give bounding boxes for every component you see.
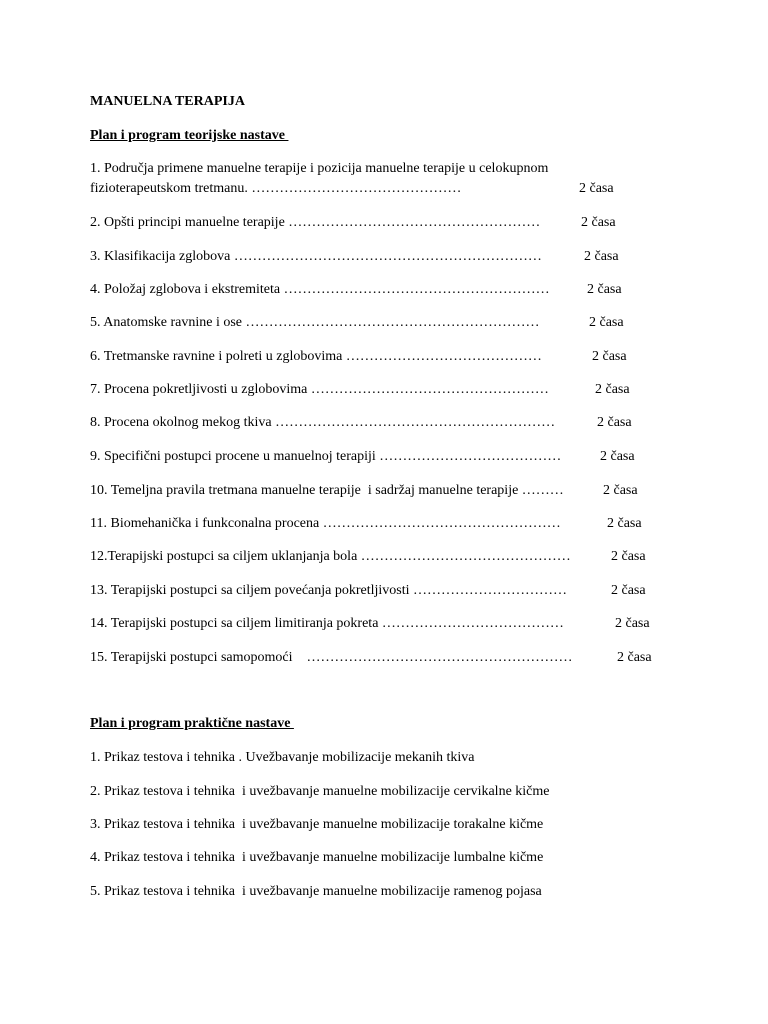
theory-item-15-hours: 2 časa xyxy=(617,650,652,665)
theory-item-9: 9. Specifični postupci procene u manuelnoj terapiji ………………………………… xyxy=(90,449,562,464)
document-title: MANUELNA TERAPIJA xyxy=(90,94,245,109)
theory-heading: Plan i program teorijske nastave xyxy=(90,128,289,143)
theory-item-3: 3. Klasifikacija zglobova ………………………………………………………… xyxy=(90,249,542,264)
theory-item-10-hours: 2 časa xyxy=(603,483,638,498)
practice-item-4: 4. Prikaz testova i tehnika i uvežbavanje manuelne mobilizacije lumbalne kičme xyxy=(90,850,544,865)
theory-item-1-hours: 2 časa xyxy=(579,181,614,196)
theory-item-13-hours: 2 časa xyxy=(611,583,646,598)
practice-item-1: 1. Prikaz testova i tehnika . Uvežbavanje mobilizacije mekanih tkiva xyxy=(90,750,475,765)
theory-item-10: 10. Temeljna pravila tretmana manuelne terapije i sadržaj manuelne terapije ……… xyxy=(90,483,564,498)
theory-item-15: 15. Terapijski postupci samopomoći ………………………………………………… xyxy=(90,650,573,665)
theory-item-8: 8. Procena okolnog mekog tkiva …………………………………………………… xyxy=(90,415,556,430)
theory-item-7-hours: 2 časa xyxy=(595,382,630,397)
theory-item-6: 6. Tretmanske ravnine i polreti u zglobovima …………………………………… xyxy=(90,349,542,364)
theory-item-5: 5. Anatomske ravnine i ose ……………………………………………………… xyxy=(90,315,540,330)
theory-item-1-line-2: fizioterapeutskom tretmanu. ……………………………………… xyxy=(90,181,462,196)
theory-item-12-hours: 2 časa xyxy=(611,549,646,564)
theory-item-11: 11. Biomehanička i funkconalna procena …………………………………………… xyxy=(90,516,561,531)
theory-item-6-hours: 2 časa xyxy=(592,349,627,364)
theory-item-11-hours: 2 časa xyxy=(607,516,642,531)
theory-item-4-hours: 2 časa xyxy=(587,282,622,297)
practice-item-5: 5. Prikaz testova i tehnika i uvežbavanje manuelne mobilizacije ramenog pojasa xyxy=(90,884,542,899)
theory-item-12: 12.Terapijski postupci sa ciljem uklanjanja bola ……………………………………… xyxy=(90,549,571,564)
theory-item-8-hours: 2 časa xyxy=(597,415,632,430)
practice-item-3: 3. Prikaz testova i tehnika i uvežbavanje manuelne mobilizacije torakalne kičme xyxy=(90,817,544,832)
theory-item-3-hours: 2 časa xyxy=(584,249,619,264)
theory-item-2: 2. Opšti principi manuelne terapije ……………………………………………… xyxy=(90,215,541,230)
theory-item-5-hours: 2 časa xyxy=(589,315,624,330)
practice-heading: Plan i program praktične nastave xyxy=(90,716,294,731)
theory-item-14-hours: 2 časa xyxy=(615,616,650,631)
practice-item-2: 2. Prikaz testova i tehnika i uvežbavanje manuelne mobilizacije cervikalne kičme xyxy=(90,784,550,799)
theory-item-14: 14. Terapijski postupci sa ciljem limitiranja pokreta ………………………………… xyxy=(90,616,564,631)
theory-item-4: 4. Položaj zglobova i ekstremiteta ………………………………………………… xyxy=(90,282,550,297)
theory-item-2-hours: 2 časa xyxy=(581,215,616,230)
theory-item-13: 13. Terapijski postupci sa ciljem povećanja pokretljivosti …………………………… xyxy=(90,583,568,598)
theory-item-1-line-1: 1. Područja primene manuelne terapije i pozicija manuelne terapije u celokupnom xyxy=(90,161,549,176)
theory-item-9-hours: 2 časa xyxy=(600,449,635,464)
theory-item-7: 7. Procena pokretljivosti u zglobovima …………………………………………… xyxy=(90,382,549,397)
